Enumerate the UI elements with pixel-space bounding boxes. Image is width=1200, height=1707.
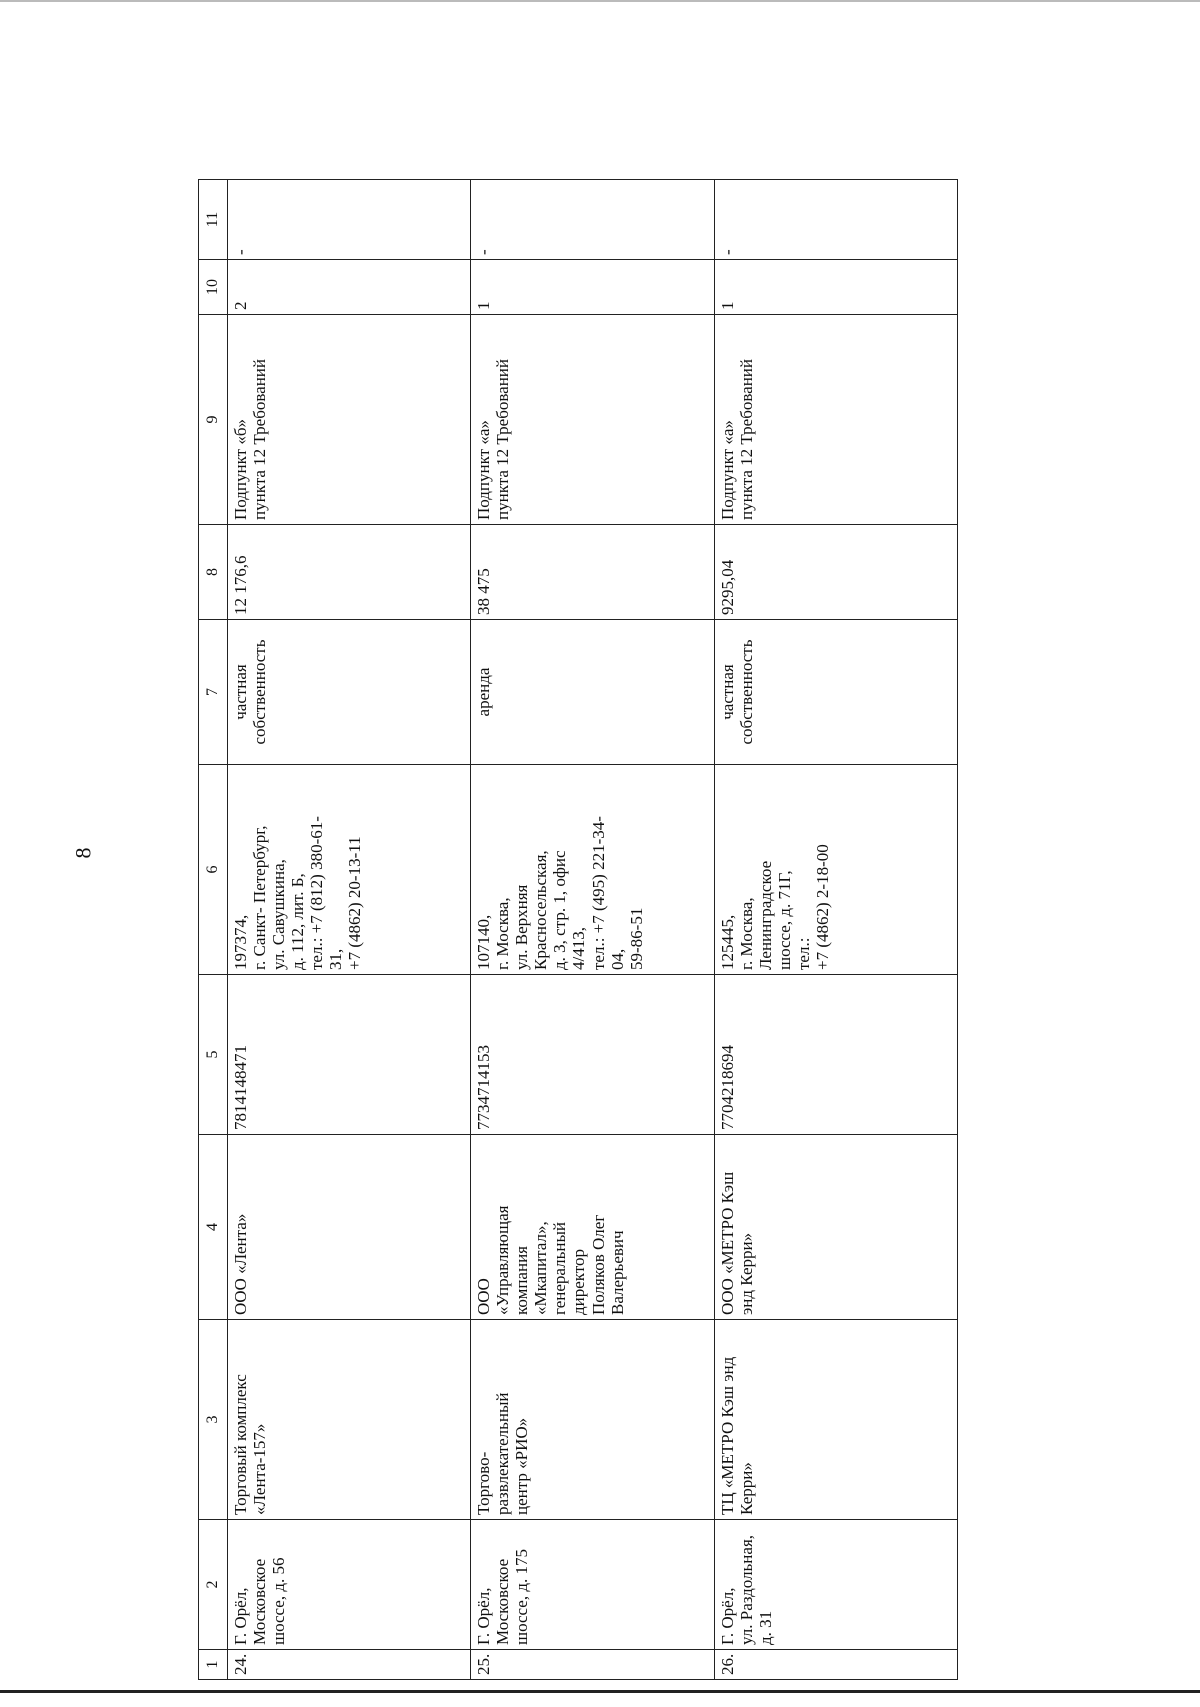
col-header-9: 9	[199, 315, 228, 525]
area-cell: 12 176,6	[228, 525, 471, 620]
basis-cell: Подпункт «а» пункта 12 Требований	[471, 315, 714, 525]
col-header-5: 5	[199, 975, 228, 1135]
scan-bottom-edge	[0, 1690, 1200, 1693]
col-header-11: 11	[199, 180, 228, 260]
table-row	[714, 180, 957, 1680]
col11-cell: -	[471, 180, 714, 260]
col-header-8: 8	[199, 525, 228, 620]
basis-cell: Подпункт «а» пункта 12 Требований	[714, 315, 957, 525]
owner-cell: ООО «Управляющая компания «Мкапитал», генеральный директор Поляков Олег Валерьевич	[471, 1135, 714, 1320]
table-row	[471, 180, 714, 1680]
objects-table	[198, 179, 958, 1680]
col-header-10: 10	[199, 260, 228, 315]
col-header-4: 4	[199, 1135, 228, 1320]
area-cell: 9295,04	[714, 525, 957, 620]
row-number: 24.	[228, 1650, 471, 1680]
col10-cell: 2	[228, 260, 471, 315]
contacts-cell: 107140, г. Москва, ул. Верхняя Красносельская, д. 3, стр. 1, офис 4/413, тел.: +7 (495) 221-34- 04, 59-86-51	[471, 765, 714, 975]
ownership-cell: частная собственность	[228, 620, 471, 765]
ownership-cell: аренда	[471, 620, 714, 765]
owner-cell: ООО «МЕТРО Кэш энд Керри»	[714, 1135, 957, 1320]
col-header-3: 3	[199, 1320, 228, 1520]
object-cell: Торгово- развлекательный центр «РИО»	[471, 1320, 714, 1520]
col11-cell: -	[714, 180, 957, 260]
inn-cell: 7704218694	[714, 975, 957, 1135]
col-header-6: 6	[199, 765, 228, 975]
row-number: 25.	[471, 1650, 714, 1680]
col10-cell: 1	[714, 260, 957, 315]
address-cell: Г. Орёл, ул. Раздольная, д. 31	[714, 1520, 957, 1650]
basis-cell: Подпункт «б» пункта 12 Требований	[228, 315, 471, 525]
contacts-cell: 197374, г. Санкт- Петербург, ул. Савушкина, д. 112, лит. Б, тел.: +7 (812) 380-61- 31, +7 (4862) 20-13-11	[228, 765, 471, 975]
inn-cell: 7734714153	[471, 975, 714, 1135]
address-cell: Г. Орёл, Московское шоссе, д. 175	[471, 1520, 714, 1650]
row-number: 26.	[714, 1650, 957, 1680]
col-header-7: 7	[199, 620, 228, 765]
scan-top-edge	[0, 0, 1200, 2]
col11-cell: -	[228, 180, 471, 260]
address-cell: Г. Орёл, Московское шоссе, д. 56	[228, 1520, 471, 1650]
col-header-2: 2	[199, 1520, 228, 1650]
area-cell: 38 475	[471, 525, 714, 620]
table-row	[228, 180, 471, 1680]
rotated-table-wrapper	[198, 180, 958, 1680]
ownership-cell: частная собственность	[714, 620, 957, 765]
col-header-1: 1	[199, 1650, 228, 1680]
object-cell: ТЦ «МЕТРО Кэш энд Керри»	[714, 1320, 957, 1520]
contacts-cell: 125445, г. Москва, Ленинградское шоссе, д. 71Г, тел.: +7 (4862) 2-18-00	[714, 765, 957, 975]
object-cell: Торговый комплекс «Лента-157»	[228, 1320, 471, 1520]
col10-cell: 1	[471, 260, 714, 315]
page-number: 8	[70, 847, 96, 859]
column-number-row	[199, 180, 228, 1680]
owner-cell: ООО «Лента»	[228, 1135, 471, 1320]
inn-cell: 7814148471	[228, 975, 471, 1135]
